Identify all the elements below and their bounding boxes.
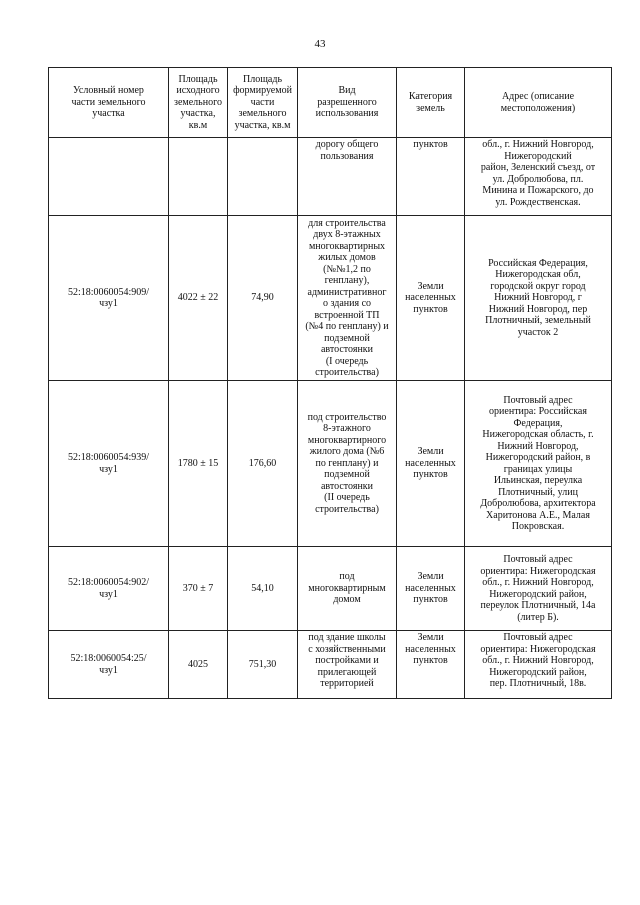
table-row <box>49 631 612 699</box>
cell-address: Почтовый адрес ориентира: Нижегородская обл., г. Нижний Новгород, Нижегородский район, переулок Плотничный, 14а (литер Б). <box>465 547 612 631</box>
cell-plot-number: 52:18:0060054:909/ чзу1 <box>49 216 169 381</box>
cell-address: обл., г. Нижний Новгород, Нижегородский район, Зеленский съезд, от ул. Добролюбова, пл. Минина и Пожарского, до ул. Рождественская. <box>465 138 612 216</box>
land-plot-table <box>48 67 612 699</box>
page-number: 43 <box>314 38 326 50</box>
cell-permitted-use: дорогу общего пользования <box>298 138 397 216</box>
table-row <box>49 547 612 631</box>
cell-permitted-use: под строительство 8-этажного многоквартирного жилого дома (№6 по генплану) и подземной автостоянки (II очередь строительства) <box>298 381 397 547</box>
header-plot-number: Условный номер части земельного участка <box>49 68 169 138</box>
cell-source-area <box>169 138 228 216</box>
header-land-category: Категория земель <box>397 68 465 138</box>
cell-part-area <box>228 138 298 216</box>
cell-plot-number: 52:18:0060054:939/ чзу1 <box>49 381 169 547</box>
header-permitted-use: Вид разрешенного использования <box>298 68 397 138</box>
cell-source-area: 4025 <box>169 631 228 699</box>
header-source-area: Площадь исходного земельного участка, кв.м <box>169 68 228 138</box>
header-address: Адрес (описание местоположения) <box>465 68 612 138</box>
cell-permitted-use: под многоквартирным домом <box>298 547 397 631</box>
cell-land-category: Земли населенных пунктов <box>397 631 465 699</box>
table-row <box>49 216 612 381</box>
cell-part-area: 176,60 <box>228 381 298 547</box>
cell-permitted-use: под здание школы с хозяйственными постройками и прилегающей территорией <box>298 631 397 699</box>
table-header-row <box>49 68 612 138</box>
cell-plot-number: 52:18:0060054:25/ чзу1 <box>49 631 169 699</box>
cell-source-area: 370 ± 7 <box>169 547 228 631</box>
cell-part-area: 74,90 <box>228 216 298 381</box>
cell-source-area: 1780 ± 15 <box>169 381 228 547</box>
header-part-area: Площадь формируемой части земельного участка, кв.м <box>228 68 298 138</box>
cell-land-category: пунктов <box>397 138 465 216</box>
cell-land-category: Земли населенных пунктов <box>397 216 465 381</box>
table-row <box>49 138 612 216</box>
table-row <box>49 381 612 547</box>
cell-part-area: 751,30 <box>228 631 298 699</box>
cell-plot-number <box>49 138 169 216</box>
cell-part-area: 54,10 <box>228 547 298 631</box>
cell-permitted-use: для строительства двух 8-этажных многоквартирных жилых домов (№№1,2 по генплану), административног о здания со встроенной ТП (№4 по генплану) и подземной автостоянки (I очередь строительства) <box>298 216 397 381</box>
cell-address: Почтовый адрес ориентира: Российская Федерация, Нижегородская область, г. Нижний Новгород, Нижегородский район, в границах улицы Ильинская, переулка Плотничный, улиц Добролюбова, архитектора Харитонова А.Е., Малая Покровская. <box>465 381 612 547</box>
cell-source-area: 4022 ± 22 <box>169 216 228 381</box>
cell-land-category: Земли населенных пунктов <box>397 547 465 631</box>
cell-address: Почтовый адрес ориентира: Нижегородская обл., г. Нижний Новгород, Нижегородский район, пер. Плотничный, 18в. <box>465 631 612 699</box>
cell-land-category: Земли населенных пунктов <box>397 381 465 547</box>
cell-address: Российская Федерация, Нижегородская обл, городской округ город Нижний Новгород, г Нижний Новгород, пер Плотничный, земельный участок 2 <box>465 216 612 381</box>
cell-plot-number: 52:18:0060054:902/ чзу1 <box>49 547 169 631</box>
